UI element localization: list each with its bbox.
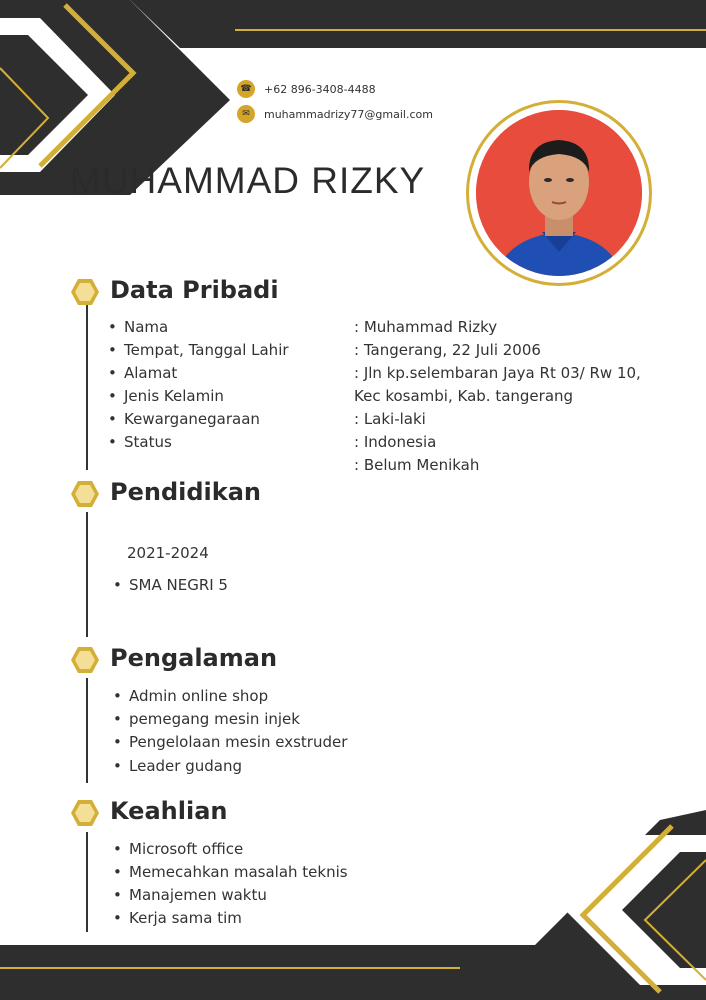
mail-icon: ✉ <box>237 105 255 123</box>
value-kewarganegaraan: : Indonesia <box>354 433 437 451</box>
list-item: • pemegang mesin injek <box>113 710 300 728</box>
value-nama: : Muhammad Rizky <box>354 318 498 336</box>
list-item: • Kewarganegaraan <box>108 410 260 428</box>
education-years: 2021-2024 <box>127 544 209 562</box>
hexagon-icon <box>70 479 100 509</box>
list-item: • Tempat, Tanggal Lahir <box>108 341 289 359</box>
value-status: : Belum Menikah <box>354 456 480 474</box>
education-school: • SMA NEGRI 5 <box>113 576 228 594</box>
section-title-pengalaman: Pengalaman <box>110 644 278 672</box>
timeline-line-data-pribadi <box>86 305 88 470</box>
contact-email-row <box>237 105 433 123</box>
phone-icon: ☎ <box>237 80 255 98</box>
section-title-pendidikan: Pendidikan <box>110 478 262 506</box>
list-item: • Manajemen waktu <box>113 886 267 904</box>
hexagon-icon <box>70 798 100 828</box>
list-item: • Status <box>108 433 172 451</box>
value-ttl: : Tangerang, 22 Juli 2006 <box>354 341 541 359</box>
list-item: • Kerja sama tim <box>113 909 242 927</box>
list-item: • Pengelolaan mesin exstruder <box>113 733 348 751</box>
value-jenis-kelamin: : Laki-laki <box>354 410 426 428</box>
timeline-line-pendidikan <box>86 512 88 637</box>
hexagon-icon <box>70 645 100 675</box>
contact-email: muhammadrizy77@gmail.com <box>264 107 433 121</box>
list-item: • Admin online shop <box>113 687 269 705</box>
list-item: • Jenis Kelamin <box>108 387 224 405</box>
profile-photo <box>476 110 642 276</box>
section-title-data-pribadi: Data Pribadi <box>110 276 279 304</box>
value-alamat-line2: Kec kosambi, Kab. tangerang <box>354 387 574 405</box>
contact-phone: +62 896-3408-4488 <box>264 82 376 96</box>
section-title-keahlian: Keahlian <box>110 797 228 825</box>
hexagon-icon <box>70 277 100 307</box>
list-item: • Microsoft office <box>113 840 244 858</box>
timeline-line-pengalaman <box>86 678 88 783</box>
list-item: • Leader gudang <box>113 757 242 775</box>
timeline-line-keahlian <box>86 832 88 932</box>
person-name: MUHAMMAD RIZKY <box>70 160 426 201</box>
list-item: • Memecahkan masalah teknis <box>113 863 348 881</box>
value-alamat: : Jln kp.selembaran Jaya Rt 03/ Rw 10, <box>354 364 641 382</box>
list-item: • Alamat <box>108 364 178 382</box>
contact-phone-row <box>237 80 376 98</box>
list-item: • Nama <box>108 318 169 336</box>
